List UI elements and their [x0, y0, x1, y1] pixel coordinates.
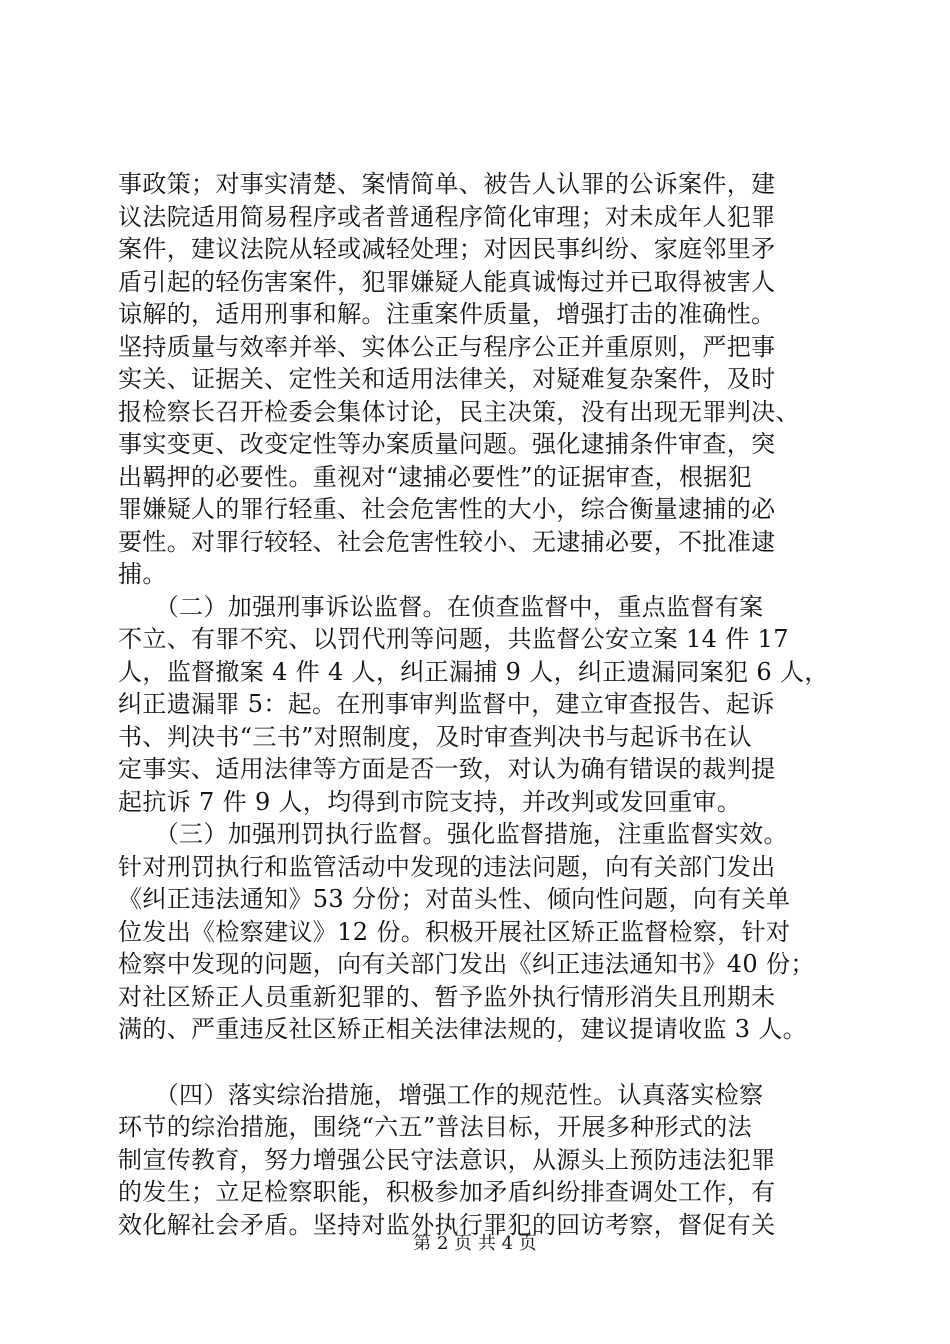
text-line: 要性。对罪行较轻、社会危害性较小、无逮捕必要，不批准逮 [118, 527, 776, 556]
text-line: 《纠正违法通知》53 分份；对苗头性、倾向性问题，向有关单 [118, 885, 791, 913]
text-line: 满的、严重违反社区矫正相关法律法规的，建议提请收监 3 人。 [118, 1015, 808, 1043]
text-line: 案件，建议法院从轻或减轻处理；对因民事纠纷、家庭邻里矛 [118, 235, 776, 263]
text-line: 效化解社会矛盾。坚持对监外执行罪犯的回访考察，督促有关 [118, 1210, 776, 1239]
text-line: 位发出《检察建议》12 份。积极开展社区矫正监督检察，针对 [118, 917, 791, 946]
text-line: （三）加强刑罚执行监督。强化监督措施，注重监督实效。 [118, 820, 788, 848]
text-line: 报检察长召开检委会集体讨论，民主决策，没有出现无罪判决、 [118, 397, 800, 426]
text-line: 检察中发现的问题，向有关部门发出《纠正违法通知书》40 份； [118, 950, 815, 978]
text-line: 坚持质量与效率并举、实体公正与程序公正并重原则，严把事 [118, 332, 776, 361]
text-line: 谅解的，适用刑事和解。注重案件质量，增强打击的准确性。 [118, 300, 776, 328]
text-line: 罪嫌疑人的罪行轻重、社会危害性的大小，综合衡量逮捕的必 [118, 495, 776, 523]
text-line: 制宣传教育，努力增强公民守法意识，从源头上预防违法犯罪 [118, 1145, 776, 1174]
text-line: 书、判决书“三书”对照制度，及时审查判决书与起诉书在认 [118, 722, 752, 751]
text-line: 事实变更、改变定性等办案质量问题。强化逮捕条件审查，突 [118, 430, 776, 458]
text-line: 不立、有罪不究、以罚代刑等问题，共监督公安立案 14 件 17 [118, 625, 789, 653]
text-line: 纠正遗漏罪 5：起。在刑事审判监督中，建立审查报告、起诉 [118, 690, 775, 718]
text-line: 捕。 [118, 560, 167, 588]
text-line: （二）加强刑事诉讼监督。在侦查监督中，重点监督有案 [118, 592, 764, 621]
text-line: （四）落实综治措施，增强工作的规范性。认真落实检察 [118, 1080, 764, 1109]
text-line: 环节的综治措施，围绕“六五”普法目标，开展多种形式的法 [118, 1113, 752, 1141]
text-line: 起抗诉 7 件 9 人，均得到市院支持，并改判或发回重审。 [118, 787, 742, 816]
text-line: 盾引起的轻伤害案件，犯罪嫌疑人能真诚悔过并已取得被害人 [118, 267, 776, 296]
document-body [118, 168, 858, 1241]
text-line: 的发生；立足检察职能，积极参加矛盾纠纷排查调处工作，有 [118, 1178, 776, 1206]
text-line: 针对刑罚执行和监管活动中发现的违法问题，向有关部门发出 [118, 852, 776, 881]
paragraph-continued [118, 168, 858, 591]
text-line: 议法院适用简易程序或者普通程序简化审理；对未成年人犯罪 [118, 202, 776, 231]
page-number-footer: 第 2 页 共 4 页 [413, 1233, 537, 1254]
paragraph-penalty-execution-supervision [118, 818, 858, 1046]
text-line: 对社区矫正人员重新犯罪的、暂予监外执行情形消失且刑期未 [118, 982, 776, 1011]
text-line: 事政策；对事实清楚、案情简单、被告人认罪的公诉案件，建 [118, 170, 776, 198]
text-line: 出羁押的必要性。重视对“逮捕必要性”的证据审查，根据犯 [118, 462, 752, 491]
text-line: 定事实、适用法律等方面是否一致，对认为确有错误的裁判提 [118, 755, 776, 783]
paragraph-comprehensive-governance [118, 1079, 858, 1242]
paragraph-spacer [118, 1046, 858, 1079]
text-line: 人，监督撤案 4 件 4 人，纠正漏捕 9 人，纠正遗漏同案犯 6 人， [118, 657, 829, 686]
paragraph-criminal-litigation-supervision [118, 591, 858, 819]
text-line: 实关、证据关、定性关和适用法律关，对疑难复杂案件，及时 [118, 365, 776, 393]
